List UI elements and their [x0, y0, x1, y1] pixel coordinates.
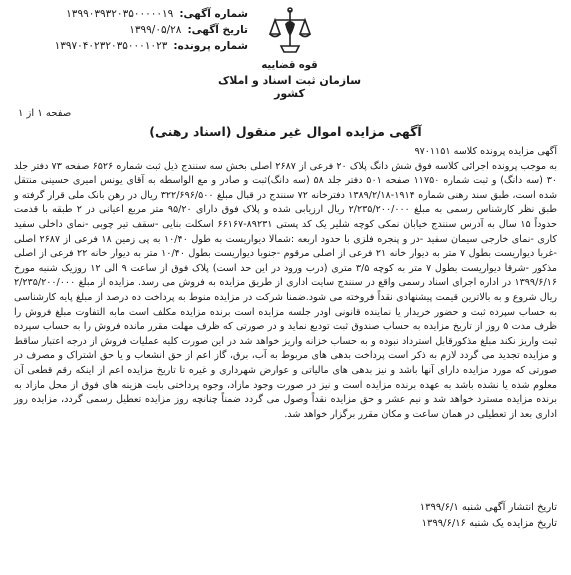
notice-body: [14, 145, 557, 422]
publish-date-value: ۱۳۹۹/۶/۱: [419, 502, 459, 513]
notice-date-value: ۱۳۹۹/۰۵/۲۸: [129, 24, 182, 36]
notice-footer: [420, 500, 557, 532]
file-number-value: ۱۳۹۷۰۴۰۲۳۲۰۳۵۰۰۰۱۰۲۳: [54, 40, 168, 52]
auction-date-value: ۱۳۹۹/۶/۱۶: [421, 518, 466, 529]
judiciary-label: قوه قضاییه: [261, 60, 318, 71]
auction-date-row: [420, 516, 557, 532]
emblem-block: [202, 6, 377, 112]
publish-date-row: [420, 500, 557, 516]
notice-number-value: ۱۳۹۹۰۳۹۳۲۰۳۵۰۰۰۰۰۱۹: [66, 8, 174, 20]
notice-title: آگهی مزایده اموال غیر منقول (اسناد رهنی): [149, 124, 422, 139]
auction-date-label: تاریخ مزایده یک شنبه: [469, 518, 557, 529]
publish-date-label: تاریخ انتشار آگهی شنبه: [461, 502, 557, 513]
file-number-label: شماره پرونده:: [173, 40, 248, 52]
notice-number-label: شماره آگهی:: [179, 8, 248, 20]
notice-date-label: تاریخ آگهی:: [187, 24, 248, 36]
judiciary-emblem-icon: [267, 6, 313, 58]
organization-label: سازمان ثبت اسناد و املاک کشور: [217, 74, 362, 100]
page-number: صفحه ۱ از ۱: [18, 108, 72, 119]
body-text: به موجب پرونده اجرائی کلاسه فوق شش دانگ پلاک ۲۰ فرعی از ۲۶۸۷ اصلی بخش سه سنندج ذیل ثبت شماره ۶۵۲۶ صفحه ۷۳ دفتر جلد ۳۰ (سه دانگ) و ثبت شماره ۱۱۷۵۰ صفحه ۵۰۱ دفتر جلد ۵۸ (سه دانگ)ثبت و صادر و مع الواسطه به آقای یونس امیری حسینی منتقل شده است، طبق سند رهنی شماره ۱۹۱۴-۱۳۸۹/۲/۱۸ دفترخانه ۷۲ سنندج در قبال مبلغ ۳۲۲/۶۹۶/۵۰۰ ریال در رهن بانک ملی قرار گرفته و طبق نظر کارشناس رسمی به مبلغ ۲/۲۳۵/۲۰۰/۰۰۰ ریال ارزیابی شده و پلاک فوق دارای ۹۵/۲۰ متر مربع اعیانی در ۲ طبقه با قدمت حدوداً ۱۵ سال به آدرس سنندج خیابان نمکی کوچه شلیر یک کد پستی ۸۹۲۳۱-۶۶۱۶۷ اسکلت بنایی -سقف تیر چوبی -نمای داخلی سفید کاری -نمای خارجی سیمان سفید -در و پنجره فلزی با حدود اربعه :شمالا دیواریست به طول ۱۰/۴۰ به پی زمین ۱۸ فرعی از ۲۶۸۷ اصلی -غربا دیواریست بطول ۷ متر به دیوار خانه ۲۱ فرعی از اصلی مرقوم -جنوبا دیواریست بطول ۱۰/۴۰ متر به دیوار خانه ۲۲ فرعی از اصلی مذکور -شرقا دیواریست بطول ۷ متر به کوچه ۳/۵ متری (درب ورود در این حد است) پلاک فوق از ساعت ۹ الی ۱۲ روزیک شنبه مورخ ۱۳۹۹/۶/۱۶ در اداره اجرای اسناد رسمی واقع در سنندج سایت اداری از طریق مزایده به فروش می رسد. مزایده از مبلغ ۲/۲۳۵/۲۰۰/۰۰۰ ریال شروع و به بالاترین قیمت پیشنهادی نقداً فروخته می شود.ضمنا شرکت در مزایده منوط به پرداخت ده درصد از مبلغ پایه کارشناسی به حساب سپرده ثبت و حضور خریدار یا نماینده قانونی اودر جلسه مزایده است برنده مزایده مکلف است مابه التفاوت مبلغ فروش را ظرف مدت ۵ روز از تاریخ مزایده به حساب صندوق ثبت تودیع نماید و در صورتی که ظرف مهلت مقرر مانده فروش را به حساب سپرده ثبت واریز نکند مبلغ مذکورقابل استرداد نبوده و به حساب خزانه واریز خواهد شد در این صورت کلیه عملیات فروش از درجه اعتبار ساقط و مزایده تجدید می گردد لازم به ذکر است پرداخت بدهی های مربوط به آب، برق، گاز اعم از حق انشعاب و یا حق اشتراک و مصرف در صورتی که مورد مزایده دارای آنها باشد و نیز بدهی های مالیاتی و عوارض شهرداری و غیره تا تاریخ مزایده اعم از اینکه رقم قطعی آن معلوم شده یا نشده باشد به عهده برنده مزایده است و نیز در صورت وجود مازاد، وجوه پرداختی بابت هزینه های فوق از محل مازاد به برنده مزایده مسترد خواهد شد و نیم عشر و حق مزایده نقداً وصول می گردد ضمناً چنانچه روز مزایده تعطیل رسمی گردد، مزایده روز اداری بعد از تعطیلی در همان ساعت و مکان مقرر برگزار خواهد شد.: [14, 160, 558, 420]
case-line: آگهی مزایده پرونده کلاسه ۹۷۰۱۱۵۱: [414, 146, 557, 157]
